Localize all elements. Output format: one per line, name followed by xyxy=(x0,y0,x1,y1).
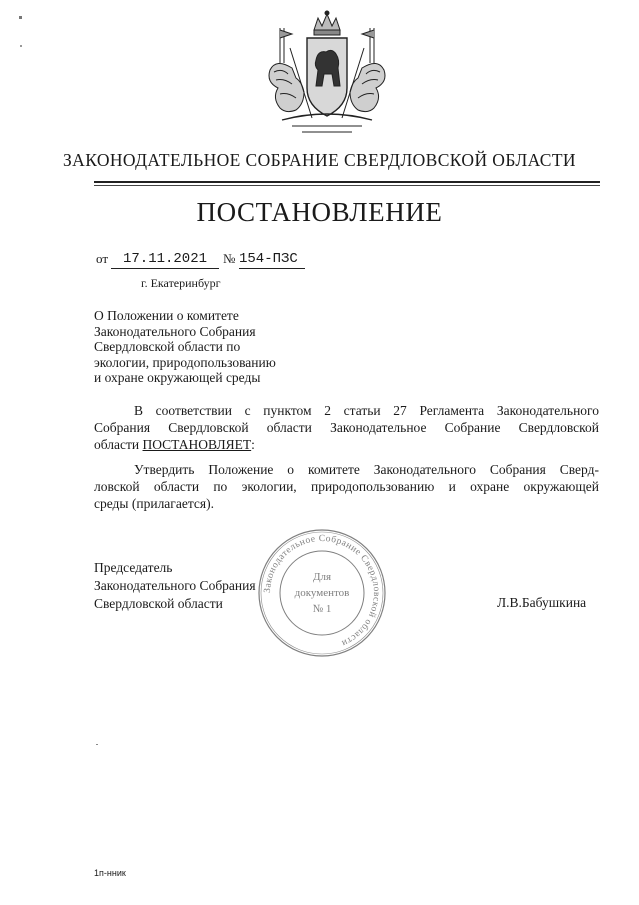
document-subject xyxy=(94,308,276,386)
resolution-preamble xyxy=(94,402,599,453)
city-label: г. Екатеринбург xyxy=(141,276,221,290)
paragraph-line: ловской области по экологии, природопользованию и охране окружающей xyxy=(94,479,599,494)
number-prefix: № xyxy=(223,251,236,266)
date-field: 17.11.2021 xyxy=(111,250,219,269)
signatory-position-line: Свердловской области xyxy=(94,596,223,611)
subject-line: экологии, природопользованию xyxy=(94,354,276,370)
resolves-keyword: ПОСТАНОВЛЯЕТ xyxy=(142,437,252,452)
subject-line: Свердловской области по xyxy=(94,339,241,355)
resolution-operative-clause xyxy=(94,461,599,512)
scan-speck xyxy=(19,16,22,19)
signatory-name: Л.В.Бабушкина xyxy=(497,595,587,610)
document-type-heading: ПОСТАНОВЛЕНИЕ xyxy=(196,197,443,227)
seal-center-line: документов xyxy=(294,587,350,599)
number-field: 154-ПЗС xyxy=(239,250,305,269)
paragraph-text: : xyxy=(251,437,255,452)
scan-speck xyxy=(20,45,22,47)
subject-line: О Положении о комитете xyxy=(94,308,239,323)
paragraph-line: Собрания Свердловской области Законодательное Собрание Свердловской xyxy=(94,420,599,435)
signatory-position xyxy=(94,559,256,613)
footer-code: 1п-нник xyxy=(94,868,126,878)
organization-title: ЗАКОНОДАТЕЛЬНОЕ СОБРАНИЕ СВЕРДЛОВСКОЙ ОБЛАСТИ xyxy=(63,150,576,170)
paragraph-line: В соответствии с пунктом 2 статьи 27 Регламента Законодательного xyxy=(134,403,599,418)
signatory-position-line: Председатель xyxy=(94,560,173,575)
subject-line: Законодательного Собрания xyxy=(94,323,256,339)
official-seal-stamp xyxy=(256,528,388,658)
paragraph-line: Утвердить Положение о комитете Законодательного Собрания Сверд- xyxy=(134,462,599,477)
paragraph-text: области xyxy=(94,437,143,452)
seal-center-line: Для xyxy=(312,571,332,583)
signatory-position-line: Законодательного Собрания xyxy=(94,578,256,593)
subject-line: и охране окружающей среды xyxy=(94,370,261,386)
seal-center-line: № 1 xyxy=(312,603,332,615)
scan-mark xyxy=(96,744,98,745)
header-divider xyxy=(94,185,600,186)
header-divider xyxy=(94,181,600,183)
paragraph-line: среды (прилагается). xyxy=(94,496,214,511)
seal-ring-text: Законодательное Собрание Свердловской области xyxy=(262,533,382,648)
date-prefix: от xyxy=(96,251,109,266)
coat-of-arms-emblem xyxy=(252,8,402,138)
registration-line xyxy=(96,247,316,269)
paragraph-line xyxy=(94,436,599,453)
